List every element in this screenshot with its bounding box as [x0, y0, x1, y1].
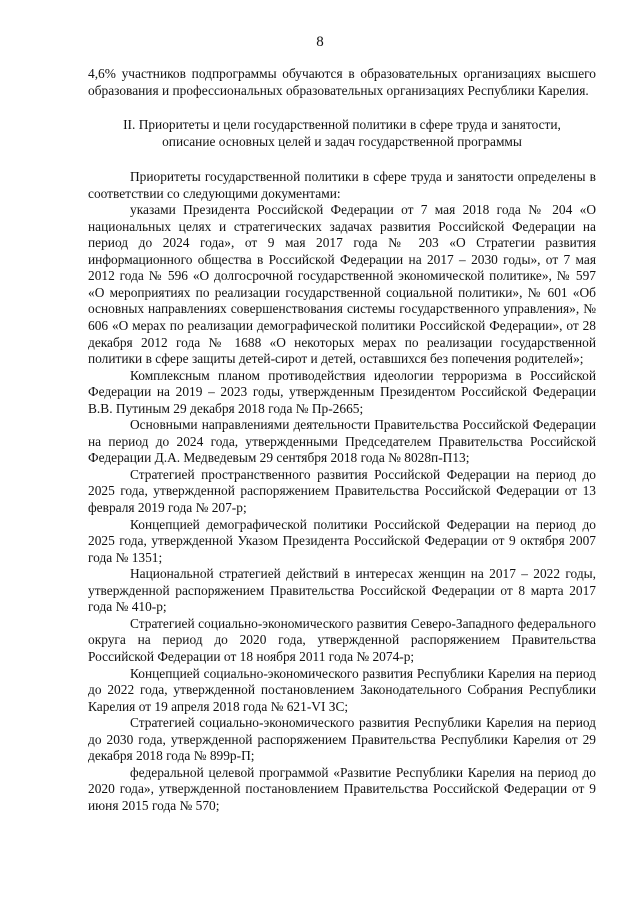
- section-heading: [88, 117, 596, 150]
- section-heading-line-2: описание основных целей и задач государственной программы: [162, 133, 522, 149]
- paragraph-karelia-concept: Концепцией социально-экономического развития Республики Карелия на период до 2022 года, утвержденной постановлением Законодательного Собрания Республики Карелия от 19 апреля 2018 года № 621-VI ЗС;: [88, 665, 596, 714]
- paragraph-karelia-strategy: Стратегией социально-экономического развития Республики Карелия на период до 2030 года, утвержденной распоряжением Правительства Республики Карелия от 29 декабря 2018 года № 899р-П;: [88, 715, 596, 764]
- paragraph-priorities: Приоритеты государственной политики в сфере труда и занятости определены в соответствии со следующими документами:: [88, 169, 596, 201]
- document-body: [88, 66, 596, 814]
- paragraph-northwest-strategy: Стратегией социально-экономического развития Северо-Западного федерального округа на период до 2020 года, утвержденной распоряжением Правительства Российской Федерации от 18 ноября 2011 года № 2074-р;: [88, 615, 596, 664]
- paragraph-women-strategy: Национальной стратегией действий в интересах женщин на 2017 – 2022 годы, утвержденной распоряжением Правительства Российской Федерации от 8 марта 2017 года № 410-р;: [88, 566, 596, 615]
- section-heading-line-1: II. Приоритеты и цели государственной политики в сфере труда и занятости,: [123, 117, 561, 133]
- page-number: 8: [316, 34, 324, 50]
- paragraph-federal-program: федеральной целевой программой «Развитие Республики Карелия на период до 2020 года», утвержденной постановлением Правительства Российской Федерации от 9 июня 2015 года № 570;: [88, 764, 596, 813]
- paragraph-demographic-concept: Концепцией демографической политики Российской Федерации на период до 2025 года, утвержденной Указом Президента Российской Федерации от 9 октября 2007 года № 1351;: [88, 516, 596, 565]
- paragraph-spatial-strategy: Стратегией пространственного развития Российской Федерации на период до 2025 года, утвержденной распоряжением Правительства Российской Федерации от 13 февраля 2019 года № 207-р;: [88, 466, 596, 516]
- paragraph-antiterror-plan: Комплексным планом противодействия идеологии терроризма в Российской Федерации на 2019 – 2023 годы, утвержденным Президентом Российской Федерации В.В. Путиным 29 декабря 2018 года № Пр-2665;: [88, 367, 596, 416]
- paragraph-presidential-decrees: указами Президента Российской Федерации от 7 мая 2018 года № 204 «О национальных целях и стратегических задачах развития Российской Федерации на период до 2024 года», от 9 мая 2017 года № 203 «О Стратегии развития информационного общества в Российской Федерации на 2017 – 2030 годы», от 7 мая 2012 года № 596 «О долгосрочной государственной экономической политике», № 597 «О мероприятиях по реализации государственной социальной политики», № 601 «Об основных направлениях совершенствования системы государственного управления», № 606 «О мерах по реализации демографической политики Российской Федерации», от 28 декабря 2012 года № 1688 «О некоторых мерах по реализации государственной политики в сфере защиты детей-сирот и детей, оставшихся без попечения родителей»;: [88, 202, 596, 367]
- intro-paragraph: 4,6% участников подпрограммы обучаются в образовательных организациях высшего образования и профессиональных образовательных организациях Республики Карелия.: [88, 66, 596, 98]
- paragraph-government-directions: Основными направлениями деятельности Правительства Российской Федерации на период до 2024 года, утвержденными Председателем Правительства Российской Федерации Д.А. Медведевым 29 сентября 2018 года № 8028п-П13;: [88, 417, 596, 466]
